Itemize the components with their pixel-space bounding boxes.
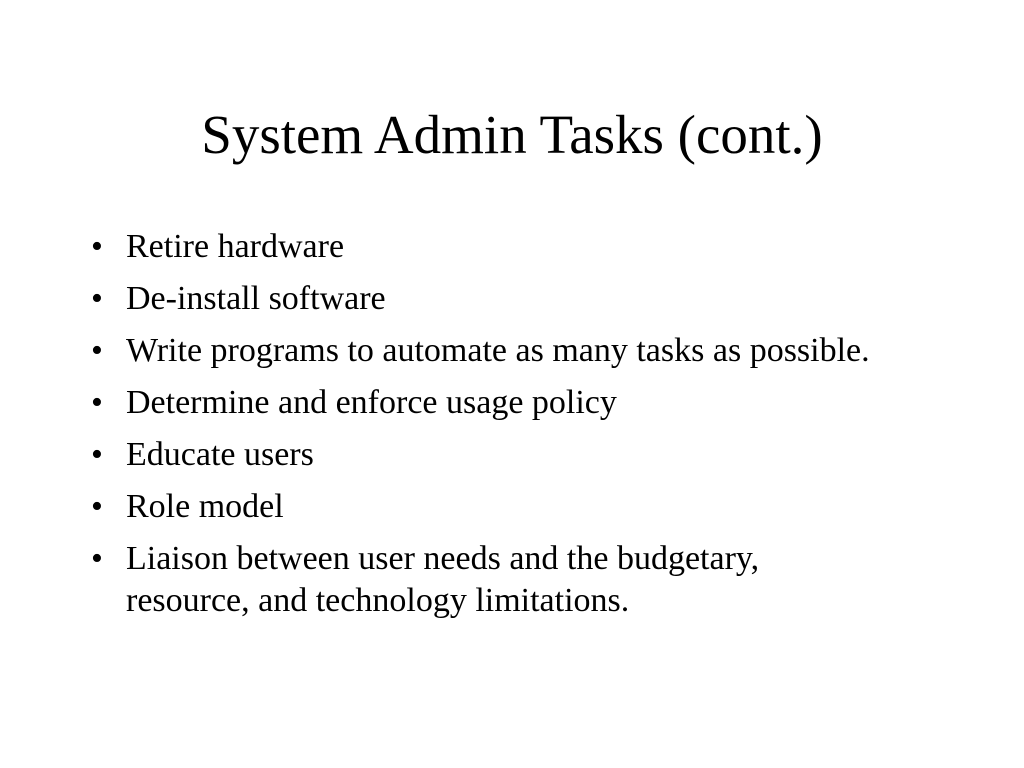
bullet-text: Role model: [126, 488, 284, 525]
bullet-list: [82, 226, 882, 632]
bullet-icon: •: [91, 384, 103, 421]
bullet-item-role-model: [82, 486, 882, 528]
bullet-item-educate-users: [82, 434, 882, 476]
bullet-icon: •: [91, 540, 103, 577]
bullet-item-liaison: [82, 538, 882, 622]
bullet-text: Determine and enforce usage policy: [126, 384, 617, 421]
bullet-icon: •: [91, 228, 103, 265]
bullet-item-write-programs: [82, 330, 882, 372]
bullet-icon: •: [91, 332, 103, 369]
slide-title: System Admin Tasks (cont.): [201, 104, 823, 165]
bullet-text: Retire hardware: [126, 228, 345, 265]
bullet-text: De-install software: [126, 280, 386, 317]
bullet-item-deinstall-software: [82, 278, 882, 320]
bullet-text: Write programs to automate as many tasks as possible.: [126, 332, 870, 369]
bullet-item-retire-hardware: [82, 226, 882, 268]
bullet-text: Liaison between user needs and the budgetary, resource, and technology limitations.: [126, 540, 760, 619]
bullet-icon: •: [91, 280, 103, 317]
bullet-icon: •: [91, 488, 103, 525]
bullet-icon: •: [91, 436, 103, 473]
bullet-item-usage-policy: [82, 382, 882, 424]
bullet-text: Educate users: [126, 436, 314, 473]
